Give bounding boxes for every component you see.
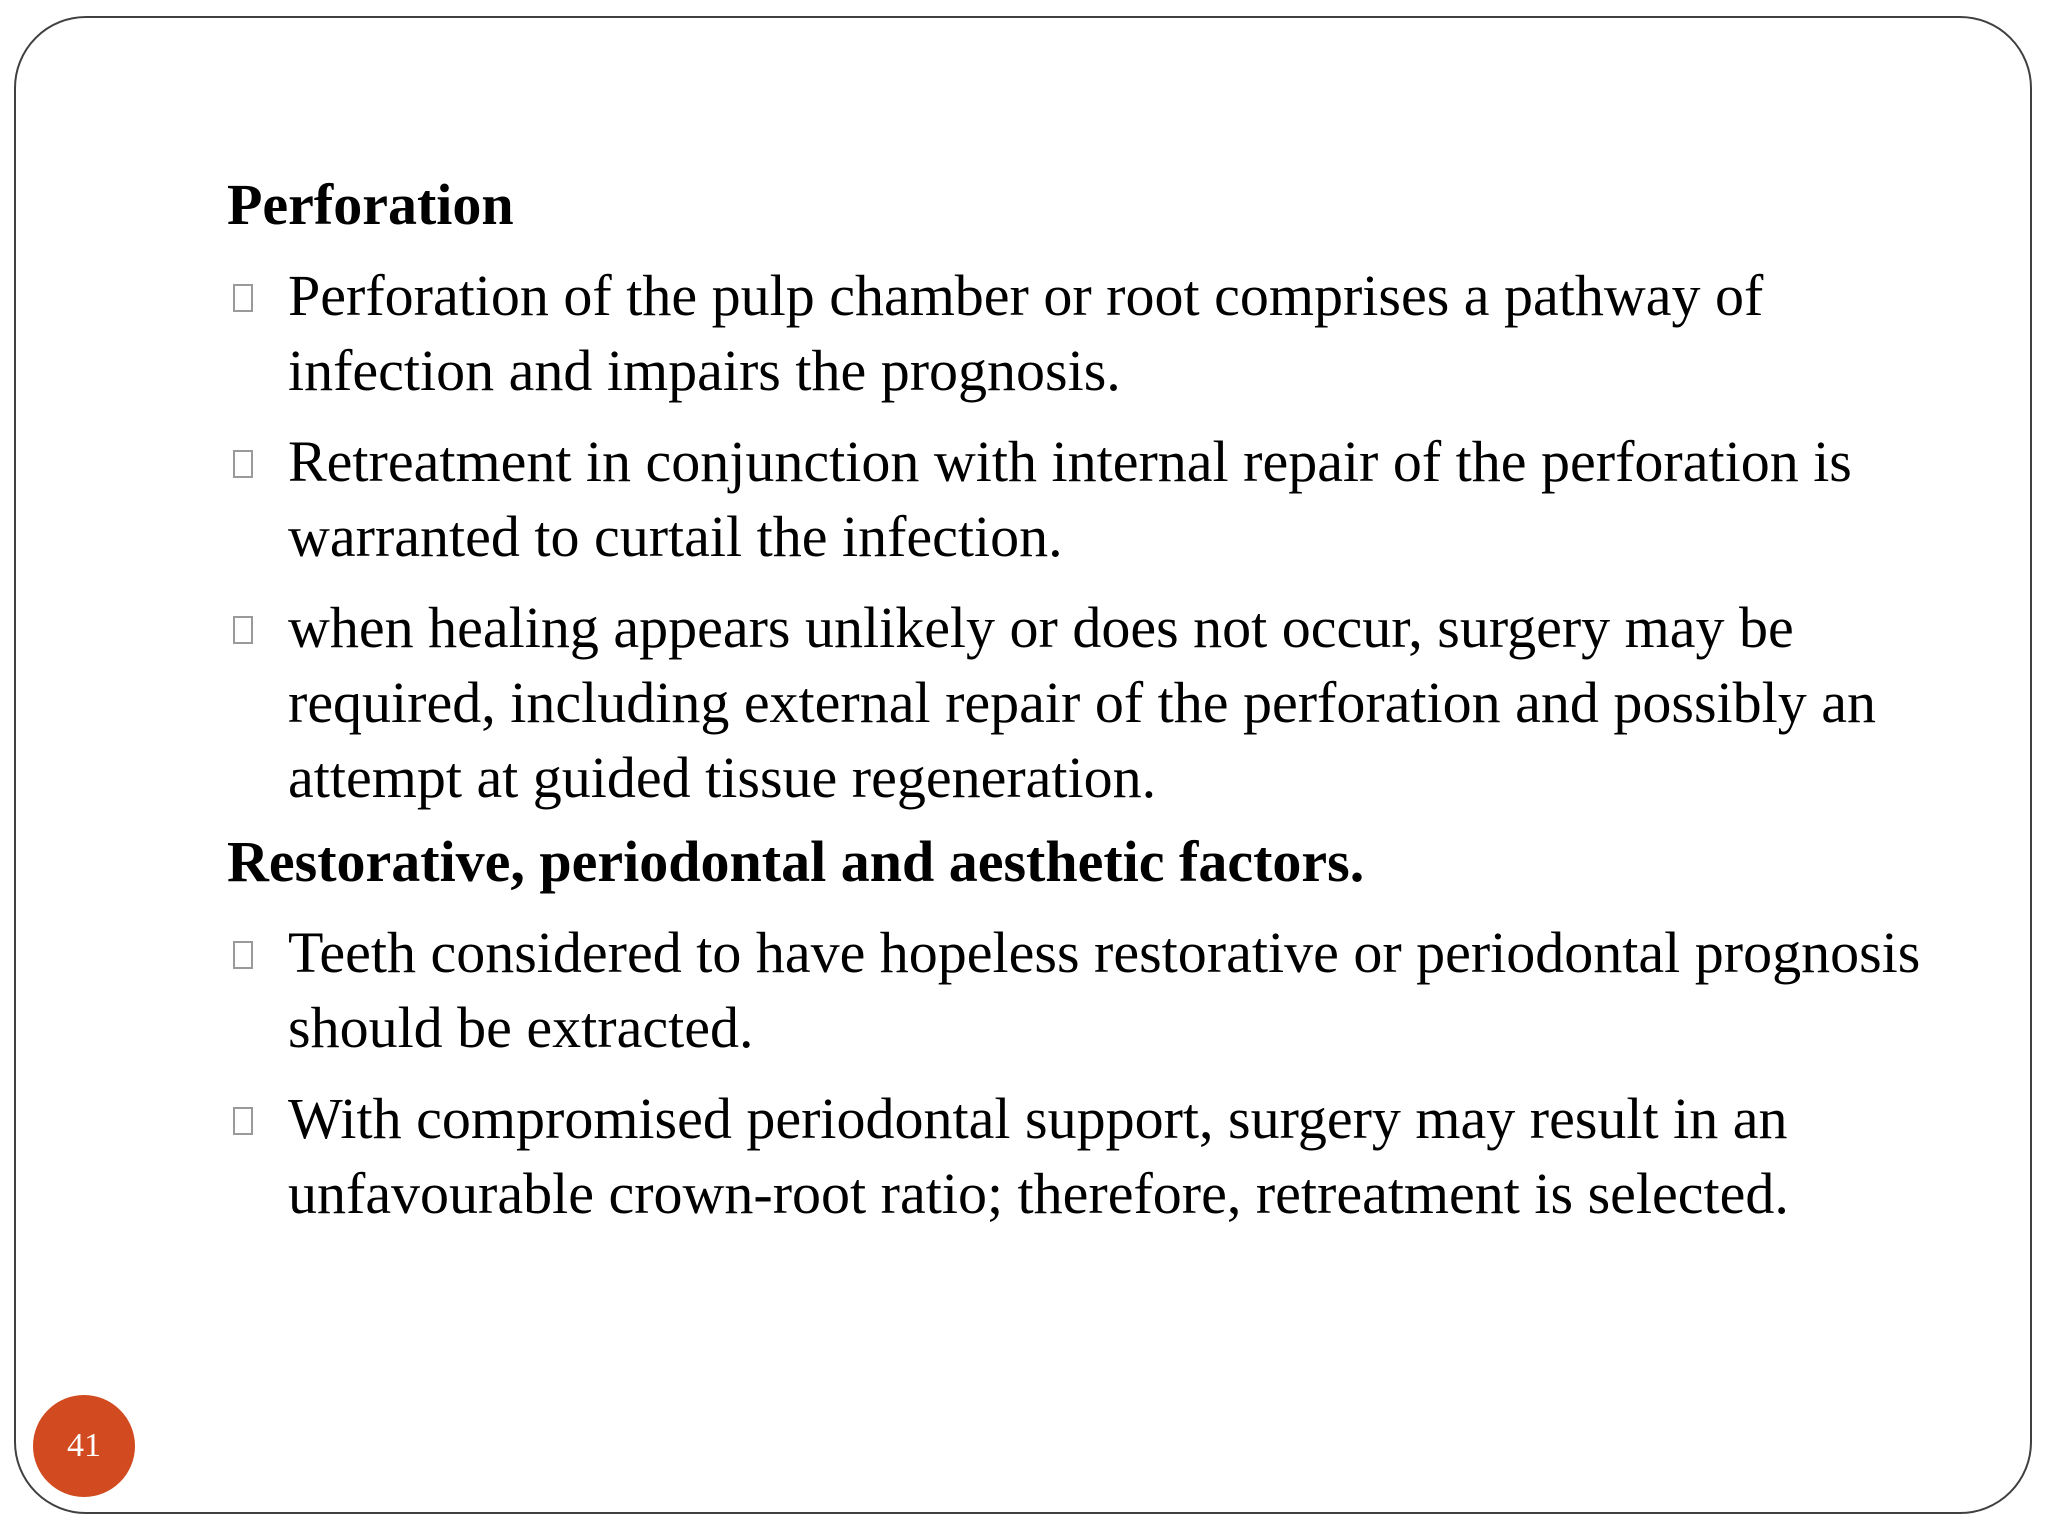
slide-number-badge: 41 — [33, 1395, 135, 1497]
bullet-square-icon — [233, 450, 253, 478]
bullet-square-icon — [233, 616, 253, 644]
bullet-square-icon — [233, 1107, 253, 1135]
bullet-square-icon — [233, 284, 253, 312]
bullet-item — [227, 424, 1947, 574]
bullet-square-icon — [233, 941, 253, 969]
bullet-text: With compromised periodontal support, surgery may result in an unfavourable crown-root ratio; therefore, retreatment is selected. — [288, 1086, 1789, 1226]
bullet-text: Perforation of the pulp chamber or root comprises a pathway of infection and impairs the prognosis. — [288, 263, 1764, 403]
section-heading-restorative: Restorative, periodontal and aesthetic factors. — [227, 829, 1365, 894]
section-heading-perforation: Perforation — [227, 172, 514, 237]
bullet-item — [227, 258, 1947, 408]
bullet-text: when healing appears unlikely or does not occur, surgery may be required, including external repair of the perforation and possibly an attempt at guided tissue regeneration. — [288, 595, 1877, 810]
bullet-item — [227, 915, 1947, 1065]
bullet-text: Retreatment in conjunction with internal repair of the perforation is warranted to curtail the infection. — [288, 429, 1852, 569]
bullet-text: Teeth considered to have hopeless restorative or periodontal prognosis should be extracted. — [288, 920, 1921, 1060]
bullet-item — [227, 590, 1947, 815]
bullet-item — [227, 1081, 1947, 1231]
slide-content — [227, 168, 1947, 1231]
